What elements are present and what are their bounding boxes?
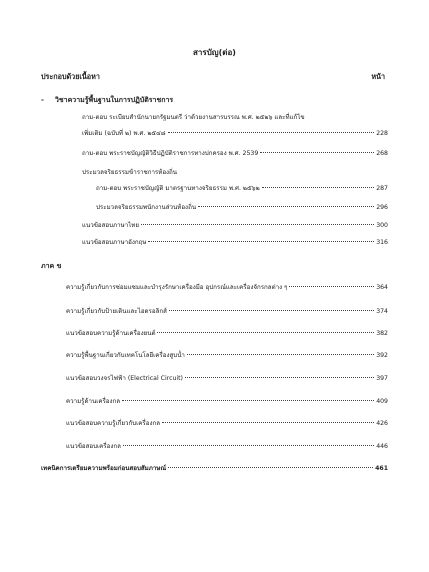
toc-entry-text: ความรู้ด้านเครื่องกล bbox=[66, 398, 121, 405]
toc-entry-page: 287 bbox=[376, 185, 388, 192]
leader-dots bbox=[185, 377, 374, 378]
toc-entry-page: 268 bbox=[376, 150, 388, 157]
toc-entry[interactable] bbox=[82, 238, 388, 247]
toc-entry[interactable] bbox=[82, 221, 388, 230]
leader-dots bbox=[122, 400, 374, 401]
toc-subheading: ประมวลจริยธรรมข้าราชการท้องถิ่น bbox=[82, 169, 178, 176]
header-page-label: หน้า bbox=[371, 72, 385, 81]
toc-entry[interactable] bbox=[82, 129, 388, 138]
toc-entry[interactable] bbox=[66, 351, 388, 360]
section-a-label: วิชาความรู้พื้นฐานในการปฏิบัติราชการ bbox=[55, 96, 174, 104]
leader-dots bbox=[141, 224, 374, 225]
toc-entry[interactable] bbox=[66, 419, 388, 428]
toc-entry-page: 374 bbox=[376, 308, 388, 315]
toc-entry-text: เพิ่มเติม (ฉบับที่ ๒) พ.ศ. ๒๕๔๘ bbox=[82, 130, 166, 137]
leader-dots bbox=[162, 422, 374, 423]
page-title: สารบัญ(ต่อ) bbox=[193, 48, 236, 57]
toc-entry-page: 426 bbox=[376, 420, 388, 427]
toc-entry-text: ความรู้พื้นฐานเกี่ยวกับเทคโนโลยีเครื่องสูบน้ำ bbox=[66, 352, 185, 359]
toc-entry-page: 446 bbox=[376, 443, 388, 450]
section-b-heading: ภาค ข bbox=[41, 262, 62, 270]
toc-entry-text: แนวข้อสอบภาษาอังกฤษ bbox=[82, 239, 147, 246]
toc-entry-text: ความรู้เกี่ยวกับป้ายเดินและไฮดรอลิกส์ bbox=[66, 308, 167, 315]
leader-dots bbox=[289, 286, 374, 287]
toc-entry-text: แนวข้อสอบความรู้เกี่ยวกับเครื่องกล bbox=[66, 420, 161, 427]
toc-entry-text: แนวข้อสอบเครื่องกล bbox=[66, 443, 121, 450]
toc-entry-text: เทคนิคการเตรียมความพร้อมก่อนสอบสัมภาษณ์ bbox=[41, 465, 167, 472]
toc-entry[interactable] bbox=[66, 442, 388, 451]
toc-entry[interactable] bbox=[66, 397, 388, 406]
leader-dots bbox=[169, 310, 374, 311]
leader-dots bbox=[157, 332, 374, 333]
toc-entry-text: ความรู้เกี่ยวกับการซ่อมแซมและบำรุงรักษาเครื่องมือ อุปกรณ์และเครื่องจักรกลต่าง ๆ bbox=[66, 284, 288, 291]
toc-entry-text: ถาม-ตอบ พระราชบัญญัติ มาตรฐานทางจริยธรรม พ.ศ. ๒๕๖๒ bbox=[96, 185, 260, 192]
toc-entry-page: 409 bbox=[376, 398, 388, 405]
toc-entry-text: ถาม-ตอบ พระราชบัญญัติวิธีปฏิบัติราชการทางปกครอง พ.ศ. 2539 bbox=[82, 150, 259, 157]
toc-entry[interactable] bbox=[66, 283, 388, 292]
toc-entry-text: แนวข้อสอบความรู้ด้านเครื่องยนต์ bbox=[66, 330, 156, 337]
leader-dots bbox=[198, 206, 374, 207]
toc-entry-page: 364 bbox=[376, 284, 388, 291]
leader-dots bbox=[260, 152, 374, 153]
leader-dots bbox=[123, 445, 374, 446]
toc-entry-page: 316 bbox=[376, 239, 388, 246]
toc-entry-page: 392 bbox=[376, 352, 388, 359]
toc-entry[interactable] bbox=[66, 374, 388, 383]
toc-header bbox=[41, 72, 385, 83]
toc-entry[interactable] bbox=[66, 307, 388, 316]
toc-entry-page: 382 bbox=[376, 330, 388, 337]
toc-entry-page: 296 bbox=[376, 204, 388, 211]
toc-entry[interactable] bbox=[96, 203, 388, 212]
leader-dots bbox=[168, 132, 375, 133]
toc-entry[interactable] bbox=[82, 149, 388, 158]
toc-entry-line1: ถาม-ตอบ ระเบียบสำนักนายกรัฐมนตรี ว่าด้วยงานสารบรรณ พ.ศ. ๒๕๒๖ และที่แก้ไข bbox=[82, 114, 305, 121]
leader-dots bbox=[168, 467, 373, 468]
header-contents-label: ประกอบด้วยเนื้อหา bbox=[41, 72, 100, 81]
toc-entry-final[interactable] bbox=[41, 464, 388, 473]
toc-entry-page: 300 bbox=[376, 222, 388, 229]
section-a-heading bbox=[41, 95, 173, 106]
section-a-bullet: - bbox=[41, 96, 44, 104]
toc-entry[interactable] bbox=[66, 329, 388, 338]
toc-entry-page: 228 bbox=[376, 130, 388, 137]
toc-entry-page: 461 bbox=[375, 465, 388, 472]
leader-dots bbox=[262, 187, 375, 188]
toc-entry-text: แนวข้อสอบวงจรไฟฟ้า (Electrical Circuit) bbox=[66, 375, 183, 382]
toc-entry-text: ประมวลจริยธรรมพนักงานส่วนท้องถิ่น bbox=[96, 204, 197, 211]
toc-entry-page: 397 bbox=[376, 375, 388, 382]
leader-dots bbox=[187, 354, 374, 355]
toc-entry-text: แนวข้อสอบภาษาไทย bbox=[82, 222, 139, 229]
leader-dots bbox=[148, 241, 374, 242]
toc-entry[interactable] bbox=[96, 184, 388, 193]
